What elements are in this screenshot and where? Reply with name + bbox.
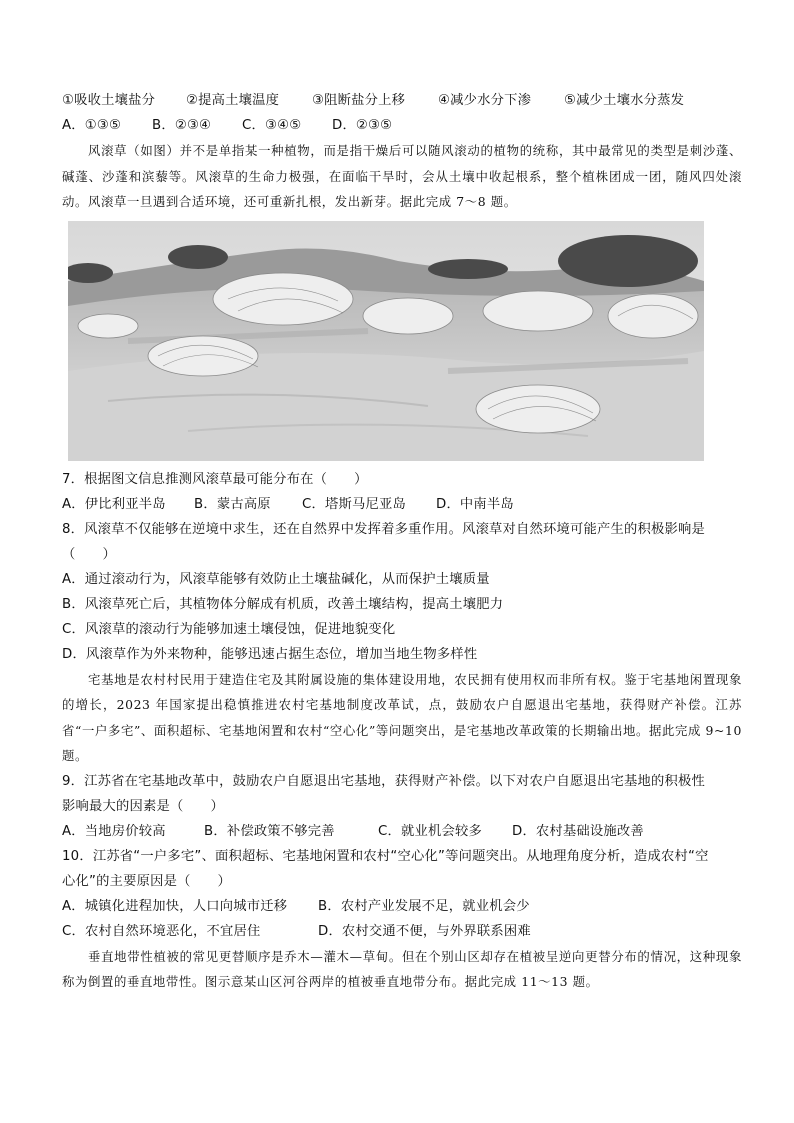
q8-option-d: D．风滚草作为外来物种，能够迅速占据生态位，增加当地生物多样性 — [62, 646, 478, 662]
q7-stem: 7．根据图文信息推测风滚草最可能分布在（ ） — [62, 471, 368, 487]
passage-vertical-zonality: 垂直地带性植被的常见更替顺序是乔木—灌木—草甸。但在个别山区却存在植被呈逆向更替分布的情况，这种现象称为倒置的垂直地带性。图示意某山区河谷两岸的植被垂直地带分布。据此完成 11～13 题。 — [62, 948, 742, 989]
q9-option-d: D．农村基础设施改善 — [512, 823, 644, 839]
q8-option-c: C．风滚草的滚动行为能够加速土壤侵蚀，促进地貌变化 — [62, 621, 396, 637]
q10-stem-cont: 心化”的主要原因是（ ） — [62, 873, 232, 889]
q7-option-a: A．伊比利亚半岛 — [62, 496, 166, 512]
q8-option-a: A．通过滚动行为，风滚草能够有效防止土壤盐碱化，从而保护土壤质量 — [62, 571, 490, 587]
q9-option-a: A．当地房价较高 — [62, 823, 166, 839]
q10-option-c: C．农村自然环境恶化，不宜居住 — [62, 923, 261, 939]
q10-options-cd — [62, 919, 742, 944]
tumbleweed-desert-photo — [68, 221, 704, 461]
q8-stem: 8．风滚草不仅能够在逆境中求生，还在自然界中发挥着多重作用。风滚草对自然环境可能产生的积极影响是 — [62, 521, 706, 537]
statement-list — [62, 88, 742, 113]
q6-options — [62, 113, 742, 138]
passage-tumbleweed: 风滚草（如图）并不是单指某一种植物，而是指干燥后可以随风滚动的植物的统称，其中最常见的类型是刺沙蓬、碱蓬、沙蓬和滨藜等。风滚草的生命力极强，在面临干旱时，会从土壤中收起根系，整个植株团成一团，随风四处滚动。风滚草一旦遇到合适环境，还可重新扎根，发出新芽。据此完成 7～8 题。 — [62, 143, 742, 209]
q6-option-b: B．②③④ — [152, 118, 212, 133]
q8-stem-cont: （ ） — [62, 546, 116, 562]
q7-option-c: C．塔斯马尼亚岛 — [302, 496, 406, 512]
q9-stem: 9．江苏省在宅基地改革中，鼓励农户自愿退出宅基地，获得财产补偿。以下对农户自愿退出宅基地的积极性 — [62, 773, 706, 789]
q6-option-a: A．①③⑤ — [62, 118, 122, 133]
q7-option-d: D．中南半岛 — [436, 496, 514, 512]
statement-2: ②提高土壤温度 — [186, 93, 280, 108]
q9-options — [62, 819, 742, 844]
statement-3: ③阻断盐分上移 — [312, 93, 406, 108]
q10-stem: 10．江苏省“一户多宅”、面积超标、宅基地闲置和农村“空心化”等问题突出。从地理角度分析，造成农村“空 — [62, 848, 709, 864]
q9-option-b: B．补偿政策不够完善 — [204, 823, 335, 839]
exam-page — [62, 88, 742, 995]
q8-option-b: B．风滚草死亡后，其植物体分解成有机质，改善土壤结构，提高土壤肥力 — [62, 596, 504, 612]
q6-option-d: D．②③⑤ — [332, 118, 393, 133]
q10-option-d: D．农村交通不便，与外界联系困难 — [318, 923, 531, 939]
statement-1: ①吸收土壤盐分 — [62, 93, 156, 108]
statement-4: ④减少水分下渗 — [438, 93, 532, 108]
passage-homestead: 宅基地是农村村民用于建造住宅及其附属设施的集体建设用地，农民拥有使用权而非所有权。鉴于宅基地闲置现象的增长，2023 年国家提出稳慎推进农村宅基地制度改革试，点，鼓励农户自愿退出宅基地，获得财产补偿。江苏省“一户多宅”、面积超标、宅基地闲置和农村“空心化”等问题突出，是宅基地改革政策的长期输出地。据此完成 9~10 题。 — [62, 671, 742, 763]
q7-option-b: B．蒙古高原 — [194, 496, 271, 512]
q10-option-a: A．城镇化进程加快，人口向城市迁移 — [62, 898, 288, 914]
q9-option-c: C．就业机会较多 — [378, 823, 482, 839]
statement-5: ⑤减少土壤水分蒸发 — [564, 93, 685, 108]
q10-option-b: B．农村产业发展不足，就业机会少 — [318, 898, 530, 914]
q9-stem-cont: 影响最大的因素是（ ） — [62, 798, 224, 814]
q7-options — [62, 492, 742, 517]
q6-option-c: C．③④⑤ — [242, 118, 302, 133]
q10-options-ab — [62, 894, 742, 919]
